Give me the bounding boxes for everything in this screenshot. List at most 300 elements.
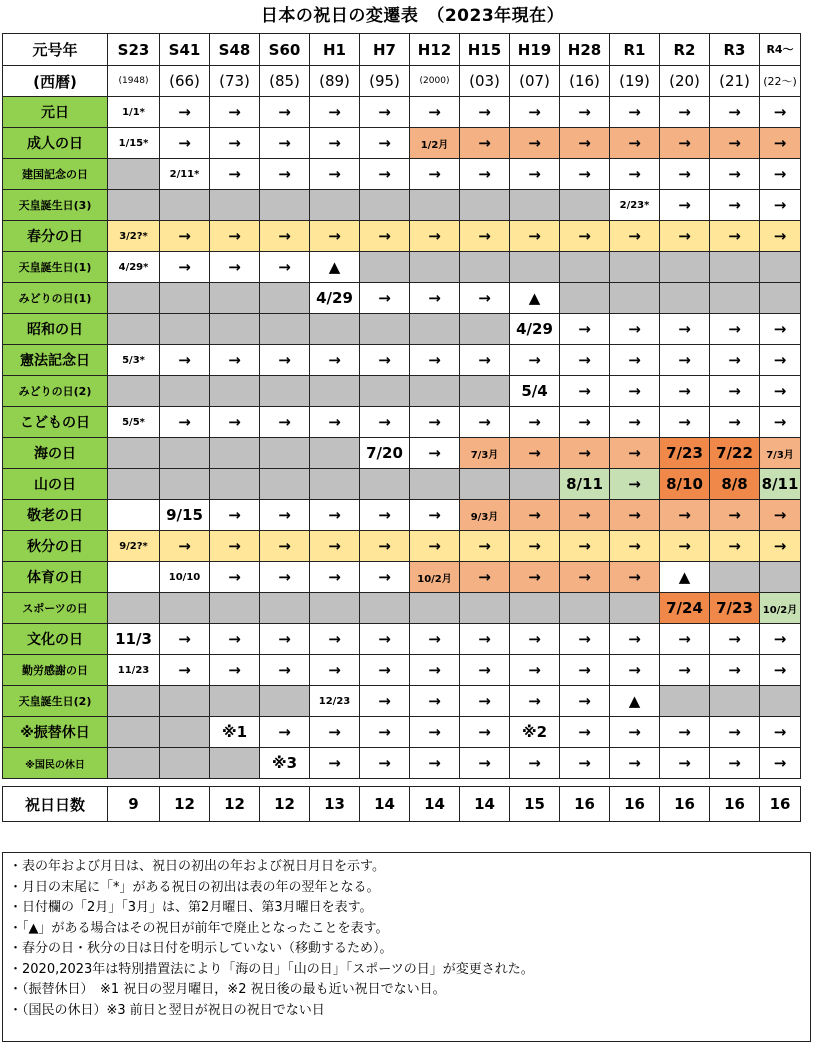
gap-cell [510, 779, 560, 787]
holiday-cell: → [760, 97, 801, 128]
holiday-cell: 10/2月 [410, 562, 460, 593]
header-era-4: H1 [310, 34, 360, 66]
holiday-cell: → [610, 531, 660, 562]
holiday-cell: → [210, 407, 260, 438]
holiday-cell [108, 593, 160, 624]
holiday-cell [460, 469, 510, 500]
holiday-cell: 4/29 [510, 314, 560, 345]
summary-count: 14 [360, 787, 410, 822]
holiday-cell: → [660, 97, 710, 128]
holiday-cell [360, 190, 410, 221]
holiday-cell [710, 283, 760, 314]
holiday-cell: → [760, 159, 801, 190]
holiday-cell: → [460, 655, 510, 686]
holiday-cell [510, 593, 560, 624]
holiday-label: 勤労感謝の日 [3, 655, 108, 686]
holiday-cell: → [510, 531, 560, 562]
holiday-label: みどりの日(2) [3, 376, 108, 407]
holiday-cell: → [710, 159, 760, 190]
holiday-cell: 8/11 [560, 469, 610, 500]
holiday-label: 天皇誕生日(2) [3, 686, 108, 717]
holiday-cell: → [760, 748, 801, 779]
holiday-cell: 11/3 [108, 624, 160, 655]
holiday-cell: → [610, 655, 660, 686]
summary-count: 9 [108, 787, 160, 822]
holiday-cell: → [260, 562, 310, 593]
note-line: ・日付欄の「2月」「3月」は、第2月曜日、第3月曜日を表す。 [9, 900, 373, 915]
header-year-11: (20) [660, 66, 710, 97]
holiday-cell: → [360, 531, 410, 562]
holiday-cell [360, 593, 410, 624]
holiday-cell: → [710, 655, 760, 686]
holiday-label: スポーツの日 [3, 593, 108, 624]
holiday-cell: → [560, 314, 610, 345]
holiday-cell: → [460, 345, 510, 376]
holiday-cell: → [710, 531, 760, 562]
holiday-row [3, 407, 801, 438]
holiday-label: 成人の日 [3, 128, 108, 159]
holiday-cell: → [210, 562, 260, 593]
holiday-cell: → [310, 407, 360, 438]
holiday-row [3, 624, 801, 655]
holiday-cell: → [460, 283, 510, 314]
holiday-cell: → [160, 531, 210, 562]
holiday-cell: → [360, 562, 410, 593]
holiday-cell: → [610, 500, 660, 531]
holiday-cell: → [360, 624, 410, 655]
holiday-cell: → [710, 128, 760, 159]
holiday-cell: → [660, 376, 710, 407]
holiday-cell: → [410, 655, 460, 686]
holiday-cell: → [460, 221, 510, 252]
holiday-cell [108, 717, 160, 748]
holiday-cell [160, 283, 210, 314]
holiday-cell: 9/3月 [460, 500, 510, 531]
holiday-cell: → [410, 624, 460, 655]
holiday-cell [160, 593, 210, 624]
holiday-cell: → [710, 376, 760, 407]
holiday-cell: → [660, 655, 710, 686]
holiday-cell: → [660, 190, 710, 221]
holiday-cell: → [310, 500, 360, 531]
holiday-cell [710, 562, 760, 593]
holiday-cell [460, 593, 510, 624]
holiday-cell: 1/1* [108, 97, 160, 128]
holiday-cell [360, 376, 410, 407]
holiday-label: ※国民の休日 [3, 748, 108, 779]
holiday-cell: → [160, 97, 210, 128]
holiday-cell: → [460, 128, 510, 159]
holiday-cell: → [760, 655, 801, 686]
holiday-cell: → [660, 314, 710, 345]
holiday-cell: → [760, 531, 801, 562]
holiday-cell: → [560, 345, 610, 376]
holiday-cell: → [310, 159, 360, 190]
holiday-cell: → [710, 190, 760, 221]
corner-top: 元号年 [3, 34, 108, 66]
holiday-cell: → [660, 500, 710, 531]
holiday-cell: → [710, 624, 760, 655]
holiday-cell: → [360, 686, 410, 717]
holiday-cell: → [160, 252, 210, 283]
holiday-cell [710, 252, 760, 283]
holiday-table [2, 33, 801, 822]
holiday-cell: → [610, 748, 660, 779]
holiday-row [3, 159, 801, 190]
holiday-cell: → [460, 97, 510, 128]
holiday-row [3, 314, 801, 345]
holiday-cell [360, 314, 410, 345]
holiday-cell [108, 469, 160, 500]
summary-count: 16 [560, 787, 610, 822]
holiday-cell: → [610, 314, 660, 345]
notes-box [2, 852, 811, 1042]
summary-count: 16 [710, 787, 760, 822]
header-year-8: (07) [510, 66, 560, 97]
summary-count: 14 [460, 787, 510, 822]
holiday-cell: → [210, 345, 260, 376]
gap-cell [760, 779, 801, 787]
holiday-cell: → [710, 345, 760, 376]
holiday-cell: → [710, 748, 760, 779]
holiday-cell: → [560, 624, 610, 655]
note-line: ・「▲」がある場合はその祝日が前年で廃止となったことを表す。 [9, 920, 389, 936]
header-year-5: (95) [360, 66, 410, 97]
holiday-row [3, 221, 801, 252]
holiday-row [3, 469, 801, 500]
holiday-cell: → [360, 221, 410, 252]
holiday-cell [210, 593, 260, 624]
holiday-cell [360, 252, 410, 283]
holiday-cell: → [560, 221, 610, 252]
holiday-row [3, 531, 801, 562]
header-era-5: H7 [360, 34, 410, 66]
abolished-triangle-icon: ▲ [510, 283, 560, 314]
holiday-row [3, 500, 801, 531]
holiday-cell: → [210, 655, 260, 686]
holiday-label: 天皇誕生日(3) [3, 190, 108, 221]
holiday-cell: 7/23 [660, 438, 710, 469]
summary-label: 祝日日数 [3, 787, 108, 822]
holiday-cell: → [160, 624, 210, 655]
holiday-cell [410, 190, 460, 221]
holiday-cell: → [410, 748, 460, 779]
holiday-cell: → [310, 128, 360, 159]
holiday-cell [760, 562, 801, 593]
holiday-cell: 8/8 [710, 469, 760, 500]
holiday-row [3, 655, 801, 686]
holiday-cell: 1/2月 [410, 128, 460, 159]
holiday-cell: → [760, 624, 801, 655]
holiday-cell: → [460, 531, 510, 562]
holiday-label: みどりの日(1) [3, 283, 108, 314]
holiday-row [3, 283, 801, 314]
header-era-6: H12 [410, 34, 460, 66]
holiday-cell: 7/3月 [460, 438, 510, 469]
holiday-cell [108, 283, 160, 314]
holiday-cell: → [360, 283, 410, 314]
holiday-cell: → [360, 500, 410, 531]
holiday-cell: → [460, 562, 510, 593]
holiday-row [3, 345, 801, 376]
holiday-cell: → [260, 97, 310, 128]
holiday-cell: 9/15 [160, 500, 210, 531]
holiday-cell: → [210, 252, 260, 283]
holiday-cell: ※2 [510, 717, 560, 748]
holiday-cell: → [710, 97, 760, 128]
holiday-cell [108, 500, 160, 531]
holiday-cell: → [310, 655, 360, 686]
holiday-cell: → [410, 500, 460, 531]
holiday-cell: 7/20 [360, 438, 410, 469]
holiday-cell: → [510, 97, 560, 128]
holiday-cell: → [260, 624, 310, 655]
holiday-cell [410, 593, 460, 624]
holiday-label: 体育の日 [3, 562, 108, 593]
holiday-cell [160, 686, 210, 717]
holiday-cell: ※1 [210, 717, 260, 748]
header-era-3: S60 [260, 34, 310, 66]
holiday-cell: → [410, 345, 460, 376]
holiday-cell [310, 190, 360, 221]
holiday-cell: → [710, 407, 760, 438]
holiday-cell [760, 686, 801, 717]
note-line: ・月日の末尾に「*」がある祝日の初出は表の年の翌年となる。 [9, 879, 380, 895]
holiday-cell: → [410, 717, 460, 748]
holiday-cell [260, 438, 310, 469]
holiday-cell: → [660, 345, 710, 376]
gap-cell [560, 779, 610, 787]
holiday-cell: → [160, 345, 210, 376]
holiday-cell [510, 469, 560, 500]
gap-cell [3, 779, 108, 787]
holiday-cell [260, 469, 310, 500]
holiday-cell [108, 159, 160, 190]
holiday-cell: → [510, 562, 560, 593]
holiday-cell: → [210, 531, 260, 562]
holiday-cell [260, 686, 310, 717]
holiday-cell [260, 593, 310, 624]
header-era-12: R3 [710, 34, 760, 66]
holiday-cell: → [510, 438, 560, 469]
header-era-8: H19 [510, 34, 560, 66]
holiday-cell [310, 469, 360, 500]
holiday-cell: → [210, 221, 260, 252]
gap-cell [210, 779, 260, 787]
holiday-row [3, 376, 801, 407]
holiday-cell: 4/29* [108, 252, 160, 283]
holiday-cell: 4/29 [310, 283, 360, 314]
header-year-3: (85) [260, 66, 310, 97]
holiday-cell: → [760, 407, 801, 438]
holiday-cell [108, 562, 160, 593]
holiday-cell: 8/10 [660, 469, 710, 500]
holiday-cell: → [560, 748, 610, 779]
header-era-7: H15 [460, 34, 510, 66]
holiday-cell: → [510, 655, 560, 686]
holiday-cell: → [160, 221, 210, 252]
holiday-cell: → [660, 531, 710, 562]
holiday-cell: → [560, 500, 610, 531]
holiday-cell: → [560, 717, 610, 748]
holiday-cell: → [210, 624, 260, 655]
holiday-label: 春分の日 [3, 221, 108, 252]
holiday-cell: 2/11* [160, 159, 210, 190]
holiday-cell: 7/3月 [760, 438, 801, 469]
holiday-cell [210, 686, 260, 717]
holiday-cell [660, 283, 710, 314]
holiday-label: こどもの日 [3, 407, 108, 438]
holiday-cell: 7/23 [710, 593, 760, 624]
holiday-cell: → [660, 624, 710, 655]
holiday-cell: → [260, 128, 310, 159]
holiday-cell: → [410, 438, 460, 469]
holiday-cell: → [260, 407, 310, 438]
holiday-cell: → [410, 686, 460, 717]
holiday-cell: → [610, 345, 660, 376]
holiday-cell [260, 190, 310, 221]
holiday-label: ※振替休日 [3, 717, 108, 748]
holiday-cell: → [360, 717, 410, 748]
gap-cell [710, 779, 760, 787]
header-year-1: (66) [160, 66, 210, 97]
holiday-cell: → [160, 407, 210, 438]
holiday-cell [210, 283, 260, 314]
holiday-cell [560, 190, 610, 221]
holiday-cell [410, 314, 460, 345]
holiday-cell: → [760, 345, 801, 376]
holiday-cell [610, 283, 660, 314]
page-title: 日本の祝日の変遷表 （2023年現在） [260, 6, 565, 26]
holiday-cell: → [510, 221, 560, 252]
holiday-cell [760, 252, 801, 283]
holiday-cell: → [310, 624, 360, 655]
holiday-cell: → [510, 159, 560, 190]
holiday-row [3, 190, 801, 221]
holiday-cell: → [510, 686, 560, 717]
holiday-cell: → [260, 159, 310, 190]
holiday-cell: → [710, 314, 760, 345]
holiday-cell: → [610, 562, 660, 593]
gap-cell [360, 779, 410, 787]
holiday-row [3, 593, 801, 624]
holiday-cell: → [560, 655, 610, 686]
holiday-cell [610, 252, 660, 283]
holiday-cell [360, 469, 410, 500]
header-year-6: (2000) [410, 66, 460, 97]
holiday-row [3, 717, 801, 748]
summary-count: 12 [210, 787, 260, 822]
holiday-cell [410, 376, 460, 407]
holiday-cell [310, 314, 360, 345]
holiday-label: 秋分の日 [3, 531, 108, 562]
holiday-cell [710, 686, 760, 717]
holiday-label: 建国記念の日 [3, 159, 108, 190]
holiday-cell: → [610, 128, 660, 159]
holiday-row [3, 97, 801, 128]
holiday-row [3, 128, 801, 159]
header-year-9: (16) [560, 66, 610, 97]
summary-count: 16 [610, 787, 660, 822]
holiday-cell [560, 252, 610, 283]
holiday-cell [760, 283, 801, 314]
holiday-label: 海の日 [3, 438, 108, 469]
holiday-cell [260, 283, 310, 314]
holiday-cell: → [460, 407, 510, 438]
holiday-cell [160, 748, 210, 779]
corner-bottom: (西暦) [3, 66, 108, 97]
holiday-label: 昭和の日 [3, 314, 108, 345]
holiday-cell [160, 717, 210, 748]
table-gap [3, 779, 801, 787]
holiday-cell: → [160, 128, 210, 159]
holiday-cell: 3/2?* [108, 221, 160, 252]
holiday-cell: → [610, 376, 660, 407]
holiday-cell: → [510, 748, 560, 779]
holiday-label: 敬老の日 [3, 500, 108, 531]
holiday-cell [510, 190, 560, 221]
holiday-cell: → [510, 624, 560, 655]
holiday-cell: → [410, 283, 460, 314]
holiday-cell: → [460, 159, 510, 190]
holiday-cell [460, 376, 510, 407]
summary-count: 12 [160, 787, 210, 822]
gap-cell [610, 779, 660, 787]
holiday-cell [410, 469, 460, 500]
holiday-row [3, 252, 801, 283]
header-year-2: (73) [210, 66, 260, 97]
holiday-cell: → [460, 624, 510, 655]
holiday-cell: → [760, 221, 801, 252]
summary-count: 14 [410, 787, 460, 822]
gap-cell [460, 779, 510, 787]
holiday-cell: → [260, 221, 310, 252]
holiday-cell: → [760, 128, 801, 159]
holiday-cell [560, 283, 610, 314]
holiday-cell: → [610, 221, 660, 252]
holiday-cell: → [560, 686, 610, 717]
holiday-cell [108, 314, 160, 345]
holiday-cell: → [360, 159, 410, 190]
summary-count: 12 [260, 787, 310, 822]
holiday-cell: → [310, 97, 360, 128]
holiday-cell: → [310, 562, 360, 593]
abolished-triangle-icon: ▲ [610, 686, 660, 717]
holiday-cell: → [510, 500, 560, 531]
holiday-cell: → [260, 345, 310, 376]
holiday-cell: → [310, 221, 360, 252]
holiday-cell [460, 314, 510, 345]
holiday-label: 憲法記念日 [3, 345, 108, 376]
header-year-10: (19) [610, 66, 660, 97]
holiday-cell [660, 686, 710, 717]
holiday-cell: 7/22 [710, 438, 760, 469]
holiday-cell [660, 252, 710, 283]
holiday-cell [210, 438, 260, 469]
holiday-cell: 5/3* [108, 345, 160, 376]
gap-cell [660, 779, 710, 787]
header-era-1: S41 [160, 34, 210, 66]
holiday-cell: → [310, 345, 360, 376]
header-year-13: (22～) [760, 66, 801, 97]
holiday-cell: → [560, 562, 610, 593]
holiday-cell: → [610, 159, 660, 190]
holiday-cell: → [660, 748, 710, 779]
header-year-0: (1948) [108, 66, 160, 97]
holiday-label: 山の日 [3, 469, 108, 500]
holiday-cell [160, 314, 210, 345]
holiday-cell: → [310, 748, 360, 779]
